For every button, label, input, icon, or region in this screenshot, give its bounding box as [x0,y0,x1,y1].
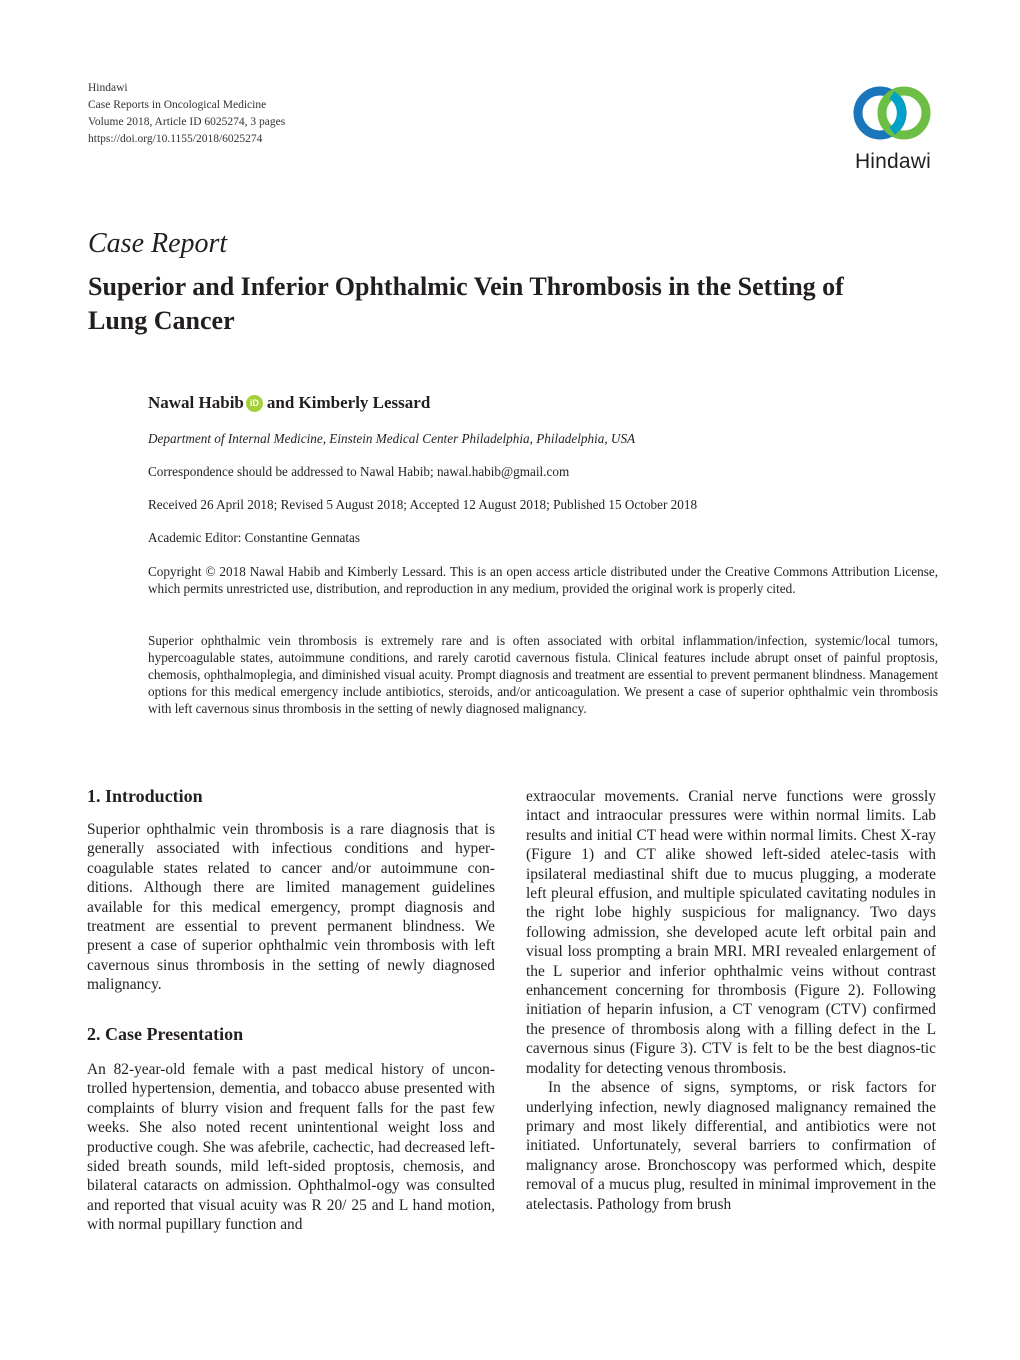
body-paragraph: In the absence of signs, symptoms, or risk factors for underlying infection, newly diagnosed malignancy remained the primary and most likely differential, and antibiotics were not initiated. Unfortunately, several barriers to confirmation of malignancy arose. Bronchoscopy was performed which, despite removal of a mucus plug, resulted in minimal improvement in the atelectasis. Pathology from brush [526,1079,936,1213]
journal-name: Case Reports in Oncological Medicine [88,99,267,111]
copyright-notice: Copyright © 2018 Nawal Habib and Kimberly Lessard. This is an open access article distributed under the Creative Commons Attribution License, which permits unrestricted use, distribution, and reproduction in any medium, provided the original work is properly cited. [148,564,938,596]
volume-line: Volume 2018, Article ID 6025274, 3 pages [88,116,286,128]
correspondence: Correspondence should be addressed to Nawal Habib; nawal.habib@gmail.com [148,464,570,479]
section-heading-introduction: 1. Introduction [87,786,203,806]
hindawi-logo-text: Hindawi [854,150,932,173]
doi-link[interactable]: https://doi.org/10.1155/2018/6025274 [88,133,263,145]
right-column [526,787,936,1214]
section-heading-case-presentation: 2. Case Presentation [87,1024,244,1044]
publication-dates: Received 26 April 2018; Revised 5 August 2018; Accepted 12 August 2018; Published 15 October 2018 [148,497,698,512]
journal-meta [88,80,285,148]
academic-editor: Academic Editor: Constantine Gennatas [148,530,361,545]
author-name: and Kimberly Lessard [266,393,431,412]
article-title: Superior and Inferior Ophthalmic Vein Thrombosis in the Setting of Lung Cancer [88,272,844,335]
affiliation: Department of Internal Medicine, Einstein Medical Center Philadelphia, Philadelphia, USA [148,431,636,446]
author-name[interactable]: Nawal Habib [148,393,244,412]
left-column [87,820,495,995]
introduction-paragraph: Superior ophthalmic vein thrombosis is a rare diagnosis that is generally associated with infectious conditions and hyper-coagulable states related to cancer and/or autoimmune con-ditions. Although there are limited management guidelines available for this medical emergency, prompt diagnosis and treatment are essential to prevent permanent blindness. We present a case of superior ophthalmic vein thrombosis with left cavernous sinus thrombosis in the setting of newly diagnosed malignancy. [87,821,495,994]
article-type: Case Report [88,228,228,259]
orcid-icon[interactable]: iD [246,395,263,412]
body-paragraph: extraocular movements. Cranial nerve functions were grossly intact and intraocular pressures were within normal limits. Lab results and initial CT head were within normal limits. Chest X-ray (Figure 1) and CT alike showed left-sided atelec-tasis with ipsilateral mediastinal shift due to mucus plugging, a moderate left pleural effusion, and multiple spiculated cavitating nodules in the right lobe highly suspicious for malignancy. Two days following admission, she developed acute left orbital pain and visual loss prompting a brain MRI. MRI revealed enlargement of the L superior and inferior ophthalmic veins without contrast enhancement concerning for thrombosis (Figure 2). Following initiation of heparin infusion, a CT venogram (CTV) confirmed the presence of thrombosis along with a filling defect in the L cavernous sinus (Figure 3). CTV is felt to be the best diagnos-tic modality for detecting venous thrombosis. [526,788,936,1077]
author-list [148,393,430,413]
abstract: Superior ophthalmic vein thrombosis is extremely rare and is often associated with orbital inflammation/infection, systemic/local tumors, hypercoagulable states, autoimmune conditions, and rarely carotid cavernous fistula. Clinical features include abrupt onset of painful proptosis, chemosis, ophthalmoplegia, and diminished visual acuity. Prompt diagnosis and treatment are essential to prevent permanent blindness. Management options for this medical emergency include antibiotics, steroids, and/or anticoagulation. We present a case of superior ophthalmic vein thrombosis with left cavernous sinus thrombosis in the setting of newly diagnosed malignancy. [148,633,938,716]
publisher-name: Hindawi [88,82,128,94]
case-presentation-paragraph: An 82-year-old female with a past medical history of uncon-trolled hypertension, dementia, and tobacco abuse presented with complaints of blurry vision and frequent falls for the past few weeks. She also noted recent unintentional weight loss and productive cough. She was afebrile, cachectic, had decreased left-sided breath sounds, mild left-sided proptosis, chemosis, and bilateral cataracts on admission. Ophthalmol-ogy was consulted and reported that visual acuity was R 20/ 25 and L hand motion, with normal pupillary function and [87,1061,495,1234]
